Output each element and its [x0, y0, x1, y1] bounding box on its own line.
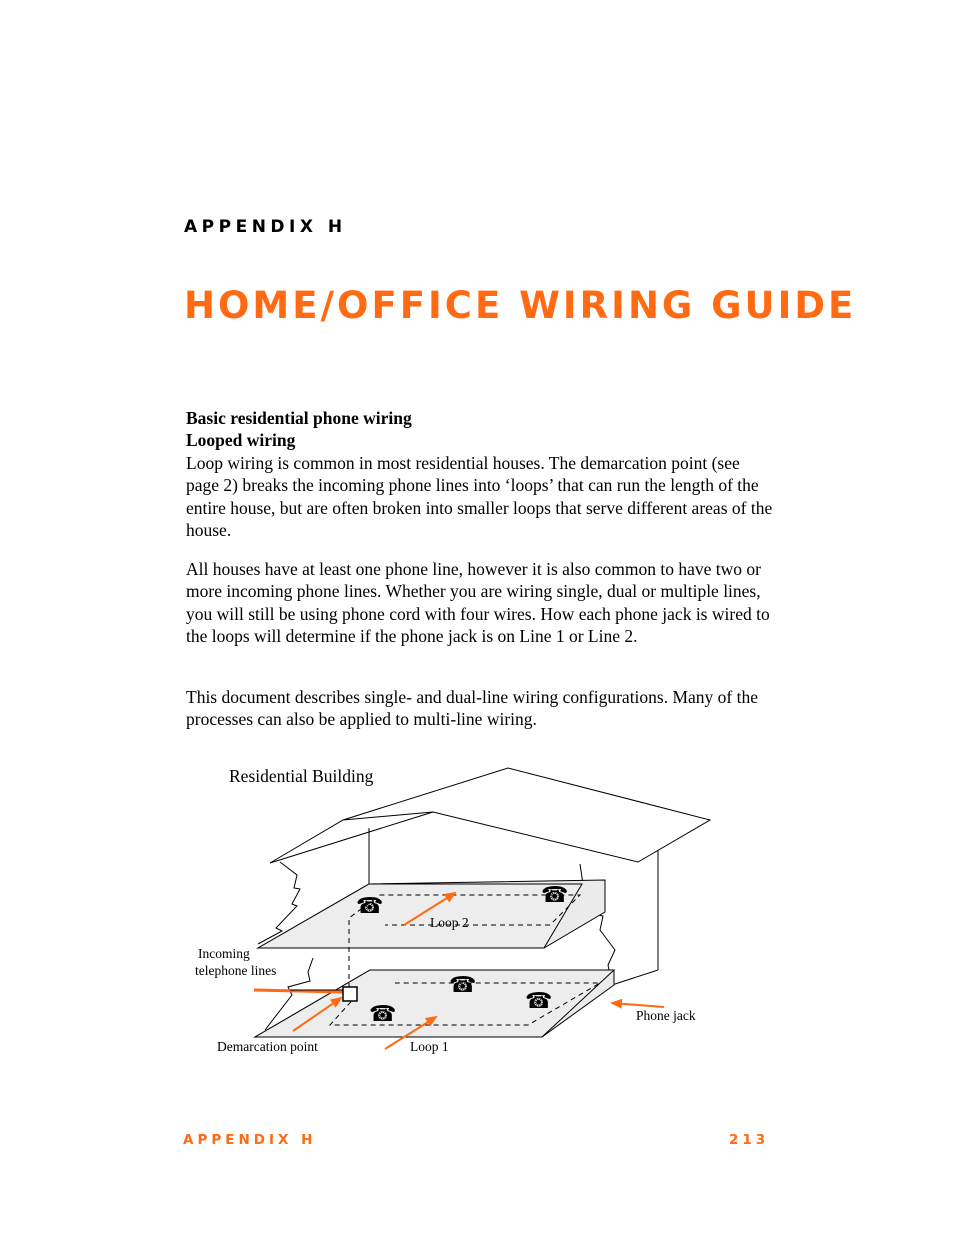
appendix-label: APPENDIX H	[184, 217, 347, 237]
demarcation-box	[343, 987, 357, 1001]
demarcation-label: Demarcation point	[217, 1039, 318, 1054]
phone-jack-icon: ☎	[541, 883, 569, 908]
section-heading: Basic residential phone wiring	[186, 408, 412, 428]
incoming-lines-label: Incoming	[198, 946, 250, 961]
phone-jack-icon: ☎	[449, 973, 477, 998]
paragraph-3: This document describes single- and dual-line wiring configurations. Many of the processes can also be applied to multi-line wiring.	[186, 687, 759, 730]
incoming-lines-label-2: telephone lines	[195, 963, 277, 978]
footer-appendix-label: APPENDIX H	[183, 1132, 317, 1148]
phone-jack-arrow	[612, 1003, 664, 1007]
lower-floor-slab	[255, 970, 614, 1037]
page-number: 213	[729, 1132, 770, 1148]
loop-1-label: Loop 1	[410, 1039, 449, 1054]
phone-jack-icon: ☎	[369, 1002, 397, 1027]
diagram-caption: Residential Building	[229, 766, 374, 786]
phone-jack-icon: ☎	[525, 989, 553, 1014]
loop-2-label: Loop 2	[430, 915, 469, 930]
phone-jack-icon: ☎	[356, 894, 384, 919]
subsection-heading: Looped wiring	[186, 430, 296, 450]
phone-jack-label: Phone jack	[636, 1008, 696, 1023]
paragraph-2: All houses have at least one phone line, however it is also common to have two or more incoming phone lines. Whether you are wiring single, dual or multiple lines, you will still be using phone cord with four wires. How each phone jack is wired to the loops will determine if the phone jack is on Line 1 or Line 2.	[186, 559, 770, 647]
page-title: HOME/OFFICE WIRING GUIDE	[184, 284, 857, 327]
paragraph-1: Loop wiring is common in most residential houses. The demarcation point (see page 2) breaks the incoming phone lines into ‘loops’ that can run the length of the entire house, but are often broken into smaller loops that serve different areas of the house.	[186, 453, 773, 541]
